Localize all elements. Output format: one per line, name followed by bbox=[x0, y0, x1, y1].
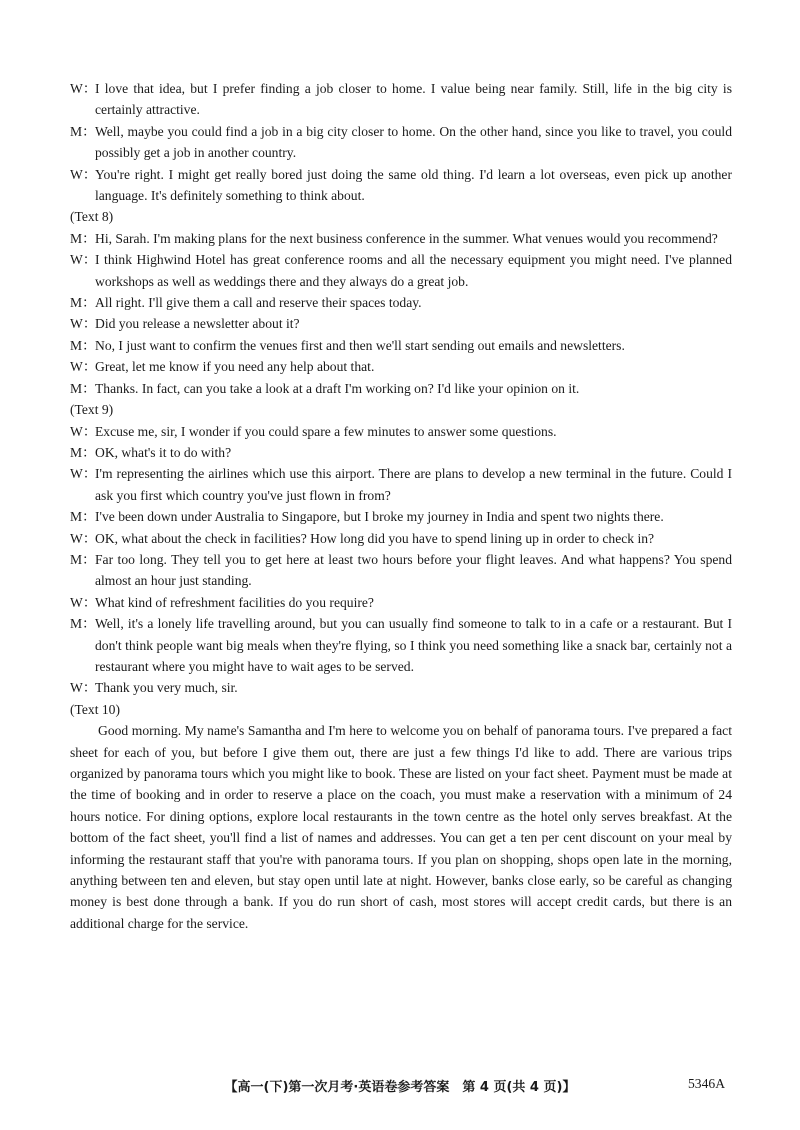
dialogue-line bbox=[70, 164, 732, 207]
speaker-label: W： bbox=[70, 316, 97, 332]
utterance-text: Excuse me, sir, I wonder if you could spare a few minutes to answer some questions. bbox=[95, 423, 557, 439]
dialogue-line bbox=[70, 528, 732, 549]
dialogue-line bbox=[70, 506, 732, 527]
utterance-text: Well, it's a lonely life travelling around, but you can usually find someone to talk to in a cafe or a restaurant. But I don't think people want big meals when they're flying, so I think you need something like a snack bar, certainly not a restaurant where you might have to wait ages to be served. bbox=[95, 616, 732, 674]
dialogue-line bbox=[70, 463, 732, 506]
text-section-header: (Text 9) bbox=[70, 402, 114, 418]
speaker-label: M： bbox=[70, 230, 96, 246]
dialogue-line bbox=[70, 335, 732, 356]
utterance-text: I'm representing the airlines which use this airport. There are plans to develop a new terminal in the future. Could I ask you first which country you've just flown in from? bbox=[95, 466, 732, 503]
footer-code: 5346A bbox=[688, 1076, 726, 1091]
dialogue-line bbox=[70, 228, 732, 249]
speaker-label: W： bbox=[70, 530, 97, 546]
utterance-text: Hi, Sarah. I'm making plans for the next business conference in the summer. What venues would you recommend? bbox=[95, 230, 718, 246]
speaker-label: M： bbox=[70, 337, 96, 353]
transcript-body bbox=[70, 78, 732, 934]
utterance-text: I love that idea, but I prefer finding a job closer to home. I value being near family. Still, life in the big city is certainly attractive. bbox=[95, 81, 732, 118]
speaker-label: M： bbox=[70, 616, 96, 632]
speaker-label: M： bbox=[70, 551, 96, 567]
dialogue-line bbox=[70, 249, 732, 292]
speaker-label: W： bbox=[70, 252, 97, 268]
dialogue-line bbox=[70, 121, 732, 164]
utterance-text: I've been down under Australia to Singapore, but I broke my journey in India and spent two nights there. bbox=[95, 509, 664, 525]
speaker-label: W： bbox=[70, 359, 97, 375]
footer-title: 【高一(下)第一次月考·英语卷参考答案 第 4 页(共 4 页)】 bbox=[224, 1080, 576, 1095]
speaker-label: W： bbox=[70, 466, 97, 482]
utterance-text: Thanks. In fact, can you take a look at a draft I'm working on? I'd like your opinion on it. bbox=[95, 380, 580, 396]
utterance-text: Did you release a newsletter about it? bbox=[95, 316, 300, 332]
speaker-label: W： bbox=[70, 166, 97, 182]
dialogue-line bbox=[70, 356, 732, 377]
speaker-label: M： bbox=[70, 380, 96, 396]
dialogue-line bbox=[70, 677, 732, 698]
speaker-label: W： bbox=[70, 680, 97, 696]
speaker-label: W： bbox=[70, 81, 97, 96]
utterance-text: Thank you very much, sir. bbox=[95, 680, 238, 696]
speaker-label: M： bbox=[70, 509, 96, 525]
dialogue-line bbox=[70, 592, 732, 613]
speaker-label: M： bbox=[70, 444, 96, 460]
dialogue-line bbox=[70, 549, 732, 592]
text-section-header: (Text 8) bbox=[70, 209, 114, 225]
utterance-text: I think Highwind Hotel has great conference rooms and all the necessary equipment you might need. I've planned workshops as well as weddings there and they always do a great job. bbox=[95, 252, 732, 289]
utterance-text: OK, what's it to do with? bbox=[95, 444, 232, 460]
dialogue-line bbox=[70, 313, 732, 334]
utterance-text: What kind of refreshment facilities do you require? bbox=[95, 594, 374, 610]
utterance-text: OK, what about the check in facilities? How long did you have to spend lining up in order to check in? bbox=[95, 530, 655, 546]
utterance-text: No, I just want to confirm the venues first and then we'll start sending out emails and newsletters. bbox=[95, 337, 625, 353]
dialogue-line bbox=[70, 613, 732, 677]
dialogue-line bbox=[70, 378, 732, 399]
dialogue-line bbox=[70, 421, 732, 442]
text-section-header: (Text 10) bbox=[70, 701, 121, 717]
dialogue-line bbox=[70, 292, 732, 313]
speaker-label: W： bbox=[70, 423, 97, 439]
utterance-text: Far too long. They tell you to get here at least two hours before your flight leaves. And what happens? You spend almost an hour just standing. bbox=[95, 551, 732, 589]
utterance-text: Great, let me know if you need any help about that. bbox=[95, 359, 375, 375]
utterance-text: You're right. I might get really bored just doing the same old thing. I'd learn a lot overseas, even pick up another language. It's definitely something to think about. bbox=[95, 166, 732, 204]
speaker-label: W： bbox=[70, 594, 97, 610]
dialogue-line bbox=[70, 442, 732, 463]
dialogue-line bbox=[70, 78, 732, 121]
monologue-paragraph: Good morning. My name's Samantha and I'm here to welcome you on behalf of panorama tours. I've prepared a fact sheet for each of you, but before I give them out, there are just a few things I'd like to add. There are various trips organized by panorama tours which you might like to book. These are listed on your fact sheet. Payment must be made at the time of booking and in order to reserve a place on the coach, you must make a reservation with a minimum of 24 hours notice. For dining options, explore local restaurants in the town centre as the hotel only serves breakfast. At the bottom of the fact sheet, you'll find a list of names and addresses. You can get a ten per cent discount on your meal by informing the restaurant staff that you're with panorama tours. If you plan on shopping, shops open late in the morning, anything between ten and eleven, but stay open until late at night. However, banks close early, so be careful as changing money is best done through a bank. If you do run short of cash, most stores will accept credit cards, but there is an additional charge for the service. bbox=[70, 723, 732, 931]
utterance-text: Well, maybe you could find a job in a big city closer to home. On the other hand, since you like to travel, you could possibly get a job in another country. bbox=[95, 123, 732, 161]
utterance-text: All right. I'll give them a call and reserve their spaces today. bbox=[95, 295, 422, 311]
speaker-label: M： bbox=[70, 295, 96, 311]
speaker-label: M： bbox=[70, 123, 96, 139]
